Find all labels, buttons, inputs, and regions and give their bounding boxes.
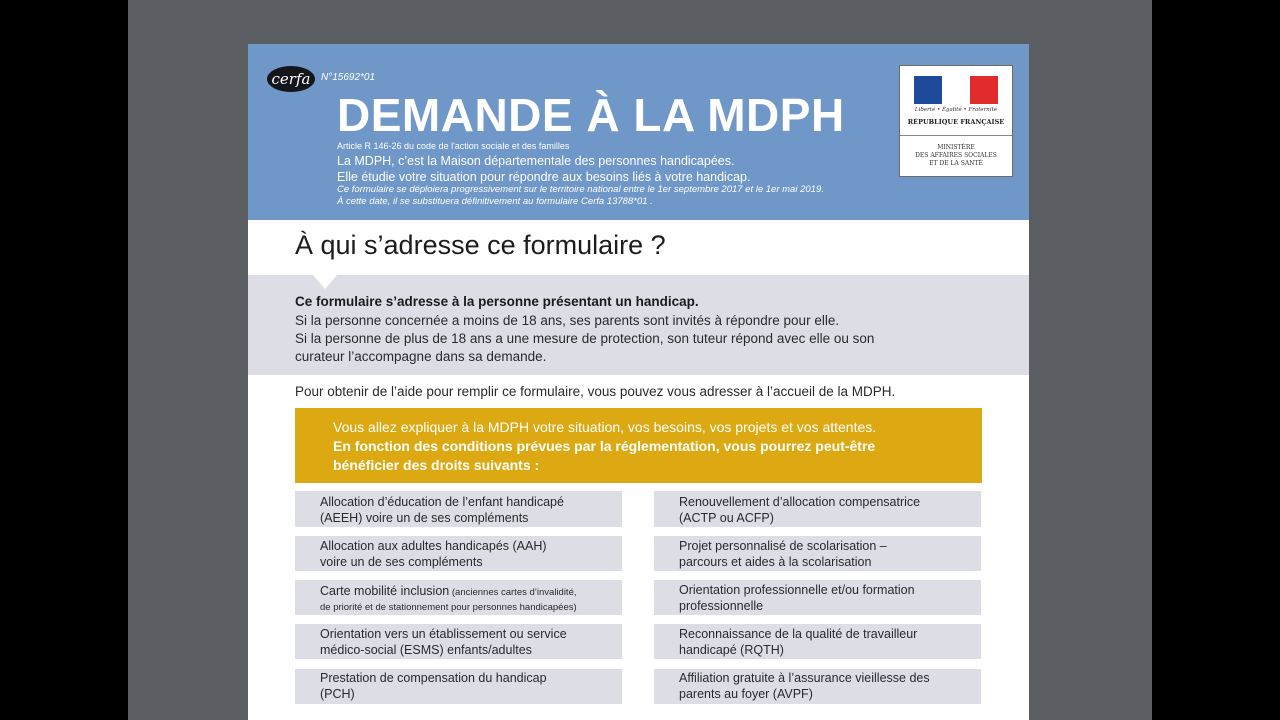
header-line-2: Elle étudie votre situation pour répondre aux besoins liés à votre handicap. (337, 170, 751, 184)
ministry-name: MINISTÈRE DES AFFAIRES SOCIALES ET DE LA SANTÉ (915, 144, 997, 167)
callout-line-3: bénéficier des droits suivants : (333, 457, 540, 473)
form-header (248, 44, 1029, 220)
logo-divider (900, 135, 1012, 136)
government-logo (899, 65, 1013, 177)
audience-line-1: Si la personne concernée a moins de 18 ans, ses parents sont invités à répondre pour elle. (295, 313, 840, 328)
section-title: À qui s’adresse ce formulaire ? (295, 230, 666, 260)
republic-name: RÉPUBLIQUE FRANÇAISE (907, 118, 1005, 126)
form-title: DEMANDE À LA MDPH (337, 89, 845, 141)
right-item-pps: Projet personnalisé de scolarisation – parcours et aides à la scolarisation (654, 536, 981, 571)
form-page (248, 44, 1029, 720)
audience-heading: Ce formulaire s’adresse à la personne présentant un handicap. (295, 294, 699, 309)
header-line-1: La MDPH, c’est la Maison départementale des personnes handicapées. (337, 154, 735, 168)
rights-callout (295, 408, 982, 483)
help-text: Pour obtenir de l’aide pour remplir ce formulaire, vous pouvez vous adresser à l’accueil de la MDPH. (295, 384, 896, 399)
audience-line-3: curateur l’accompagne dans sa demande. (295, 349, 547, 364)
right-item-pch: Prestation de compensation du handicap (PCH) (295, 669, 622, 704)
header-note-2: À cette date, il se substituera définitivement au formulaire Cerfa 13788*01 . (337, 196, 653, 207)
right-item-rqth: Reconnaissance de la qualité de travailleur handicapé (RQTH) (654, 624, 981, 659)
right-item-esms: Orientation vers un établissement ou service médico-social (ESMS) enfants/adultes (295, 624, 622, 659)
callout-line-2: En fonction des conditions prévues par la réglementation, vous pourrez peut-être (333, 438, 876, 454)
callout-line-1: Vous allez expliquer à la MDPH votre situation, vos besoins, vos projets et vos attentes. (333, 419, 877, 435)
republic-motto: Liberté • Égalité • Fraternité (914, 107, 998, 113)
header-note-1: Ce formulaire se déploiera progressivement sur le territoire national entre le 1er septembre 2017 et le 1er mai 2019. (337, 184, 824, 195)
right-item-aeeh: Allocation d’éducation de l’enfant handicapé (AEEH) voire un de ses compléments (295, 491, 622, 527)
cerfa-logo: cerfa (267, 66, 315, 92)
marianne-flag-icon (914, 76, 998, 104)
article-reference: Article R 146-26 du code de l'action sociale et des familles (337, 141, 570, 151)
audience-line-2: Si la personne de plus de 18 ans a une mesure de protection, son tuteur répond avec elle ou son (295, 331, 875, 346)
form-number: N°15692*01 (321, 72, 376, 83)
right-item-avpf: Affiliation gratuite à l’assurance vieillesse des parents au foyer (AVPF) (654, 669, 981, 704)
audience-box-notch (313, 275, 337, 289)
right-item-cmi: Carte mobilité inclusion (anciennes cartes d’invalidité, de priorité et de stationnement pour personnes handicapées) (295, 580, 622, 615)
right-item-aah: Allocation aux adultes handicapés (AAH) voire un de ses compléments (295, 536, 622, 571)
right-item-orientation-pro: Orientation professionnelle et/ou formation professionnelle (654, 580, 981, 615)
document-viewer (128, 0, 1152, 720)
right-item-actp: Renouvellement d’allocation compensatrice (ACTP ou ACFP) (654, 491, 981, 527)
